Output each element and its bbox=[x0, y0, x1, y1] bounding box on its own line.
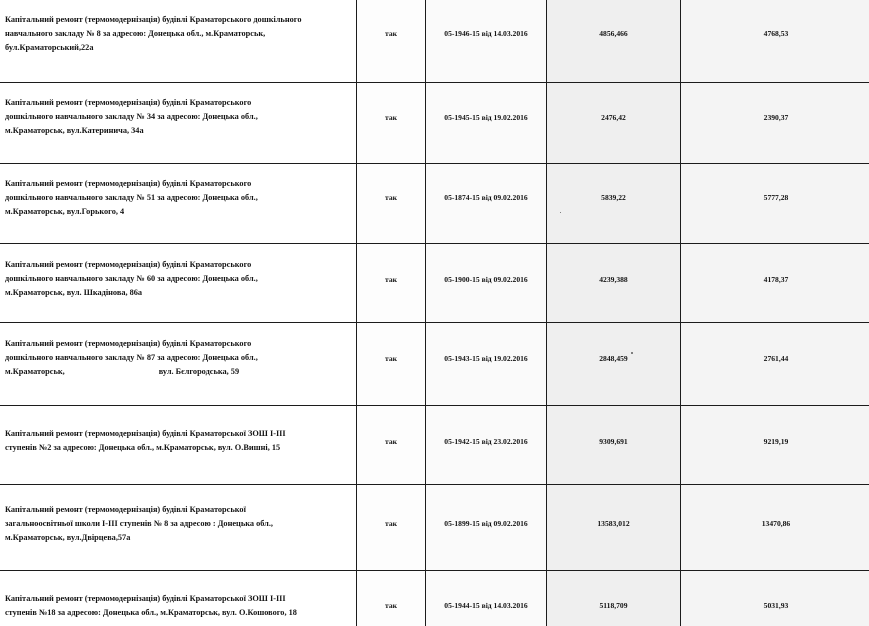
project-name-line: ступенів №2 за адресою: Донецька обл., м.Краматорськ, вул. О.Вишні, 15 bbox=[5, 443, 281, 452]
flag-cell bbox=[357, 164, 426, 244]
project-name-line: дошкільного навчального закладу № 34 за адресою: Донецька обл., bbox=[5, 112, 258, 121]
value-cell bbox=[547, 244, 681, 323]
project-name-cell bbox=[0, 83, 357, 164]
value-amount: 4239,388 bbox=[599, 274, 628, 284]
project-name-line: Капітальний ремонт (термомодернізація) будівлі Краматорського дошкільного bbox=[5, 14, 302, 24]
value-amount: 5839,22 bbox=[601, 193, 626, 202]
project-name-line: дошкільного навчального закладу № 87 за адресою: Донецька обл., bbox=[5, 353, 258, 362]
flag-text: так bbox=[385, 601, 397, 610]
project-name-cell bbox=[0, 244, 357, 323]
project-name-line: Капітальний ремонт (термомодернізація) будівлі Краматорського bbox=[5, 98, 252, 107]
value-cell bbox=[547, 485, 681, 571]
flag-text: так bbox=[385, 436, 397, 446]
value-amount: 2476,42 bbox=[601, 112, 626, 122]
value-amount: 9309,691 bbox=[599, 436, 628, 446]
flag-cell bbox=[357, 406, 426, 485]
value-cell bbox=[547, 406, 681, 485]
project-name-line: бул.Краматорський,22а bbox=[5, 42, 94, 52]
value-amount: 5031,93 bbox=[763, 601, 789, 610]
project-name-line: м.Краматорськ, вул.Катеринича, 34а bbox=[5, 126, 144, 135]
document-number: 05-1943-15 від 19.02.2016 bbox=[444, 353, 528, 363]
document-number-cell bbox=[426, 164, 547, 244]
project-name-cell bbox=[0, 0, 357, 83]
value-cell bbox=[681, 406, 869, 485]
value-cell bbox=[681, 485, 869, 571]
project-name-line: дошкільного навчального закладу № 60 за адресою: Донецька обл., bbox=[5, 274, 258, 283]
flag-cell bbox=[357, 244, 426, 323]
document-number: 05-1942-15 від 23.02.2016 bbox=[444, 436, 528, 446]
value-cell bbox=[681, 0, 869, 83]
project-name-line: загальноосвітньої школи І-ІІІ ступенів № 8 за адресою : Донецька обл., bbox=[5, 518, 273, 528]
document-number-cell bbox=[426, 406, 547, 485]
project-name-line: Капітальний ремонт (термомодернізація) будівлі Краматорської ЗОШ І-ІІІ bbox=[5, 429, 286, 438]
flag-cell bbox=[357, 485, 426, 571]
flag-text: так bbox=[385, 353, 397, 363]
table-row bbox=[0, 485, 869, 571]
document-number: 05-1900-15 від 09.02.2016 bbox=[444, 274, 528, 284]
table-row bbox=[0, 571, 869, 626]
project-name-cell bbox=[0, 323, 357, 406]
scan-speck bbox=[560, 212, 561, 213]
value-amount: 2848,459 bbox=[599, 353, 628, 363]
flag-text: так bbox=[385, 193, 397, 202]
project-name-line: ступенів №18 за адресою: Донецька обл., м.Краматорськ, вул. О.Кошового, 18 bbox=[5, 607, 297, 617]
document-number: 05-1874-15 від 09.02.2016 bbox=[444, 193, 528, 202]
value-amount: 13583,012 bbox=[597, 519, 630, 528]
flag-text: так bbox=[385, 29, 397, 38]
project-name-line: навчального закладу № 8 за адресою: Донецька обл., м.Краматорськ, bbox=[5, 28, 266, 38]
document-number-cell bbox=[426, 323, 547, 406]
table-row bbox=[0, 244, 869, 323]
project-name-line: м.Краматорськ, вул.Двірцева,57а bbox=[5, 532, 131, 542]
project-name-line: Капітальний ремонт (термомодернізація) будівлі Краматорської bbox=[5, 504, 246, 514]
value-amount: 5777,28 bbox=[763, 193, 789, 202]
project-name-line: дошкільного навчального закладу № 51 за адресою: Донецька обл., bbox=[5, 192, 258, 202]
flag-cell bbox=[357, 571, 426, 626]
project-name-line: м.Краматорськ, вул. Шкадінова, 86а bbox=[5, 288, 143, 297]
project-name-line: Капітальний ремонт (термомодернізація) будівлі Краматорського bbox=[5, 178, 252, 188]
project-name-cell bbox=[0, 571, 357, 626]
value-cell bbox=[547, 83, 681, 164]
project-name-line: Капітальний ремонт (термомодернізація) будівлі Краматорського bbox=[5, 339, 252, 348]
value-amount: 5118,709 bbox=[599, 601, 628, 610]
project-name-line: м.Краматорськ, вул.Горького, 4 bbox=[5, 206, 125, 216]
flag-cell bbox=[357, 323, 426, 406]
document-number: 05-1944-15 від 14.03.2016 bbox=[444, 601, 528, 610]
value-cell bbox=[681, 244, 869, 323]
value-cell bbox=[547, 164, 681, 244]
value-cell bbox=[547, 571, 681, 626]
project-name-cell bbox=[0, 485, 357, 571]
flag-cell bbox=[357, 83, 426, 164]
flag-cell bbox=[357, 0, 426, 83]
flag-text: так bbox=[385, 519, 397, 528]
value-cell bbox=[681, 164, 869, 244]
document-number: 05-1945-15 від 19.02.2016 bbox=[444, 112, 528, 122]
table-row bbox=[0, 0, 869, 83]
city-text: м.Краматорськ, bbox=[5, 367, 65, 376]
project-name-line: Капітальний ремонт (термомодернізація) будівлі Краматорського bbox=[5, 260, 252, 269]
value-amount: 4768,53 bbox=[763, 29, 789, 38]
document-number-cell bbox=[426, 0, 547, 83]
project-name-line bbox=[5, 365, 350, 379]
document-number: 05-1946-15 від 14.03.2016 bbox=[444, 29, 528, 38]
project-name-cell bbox=[0, 164, 357, 244]
value-amount: 13470,86 bbox=[761, 519, 791, 528]
flag-text: так bbox=[385, 274, 397, 284]
value-cell bbox=[547, 323, 681, 406]
value-amount: 2390,37 bbox=[763, 112, 789, 122]
document-number: 05-1899-15 від 09.02.2016 bbox=[444, 519, 528, 528]
street-text: вул. Бєлгородська, 59 bbox=[158, 367, 240, 376]
document-number-cell bbox=[426, 83, 547, 164]
document-number-cell bbox=[426, 571, 547, 626]
value-cell bbox=[681, 571, 869, 626]
project-name-cell bbox=[0, 406, 357, 485]
table-row bbox=[0, 406, 869, 485]
flag-text: так bbox=[385, 112, 397, 122]
table-row bbox=[0, 323, 869, 406]
document-number-cell bbox=[426, 244, 547, 323]
value-amount: 2761,44 bbox=[763, 353, 789, 363]
scan-speck bbox=[631, 352, 633, 354]
value-amount: 4856,466 bbox=[599, 29, 628, 38]
document-number-cell bbox=[426, 485, 547, 571]
project-name-line: Капітальний ремонт (термомодернізація) будівлі Краматорської ЗОШ І-ІІІ bbox=[5, 593, 286, 603]
value-amount: 9219,19 bbox=[763, 436, 789, 446]
value-cell bbox=[547, 0, 681, 83]
value-cell bbox=[681, 83, 869, 164]
table-row bbox=[0, 83, 869, 164]
value-amount: 4178,37 bbox=[763, 274, 789, 284]
table-row bbox=[0, 164, 869, 244]
value-cell bbox=[681, 323, 869, 406]
